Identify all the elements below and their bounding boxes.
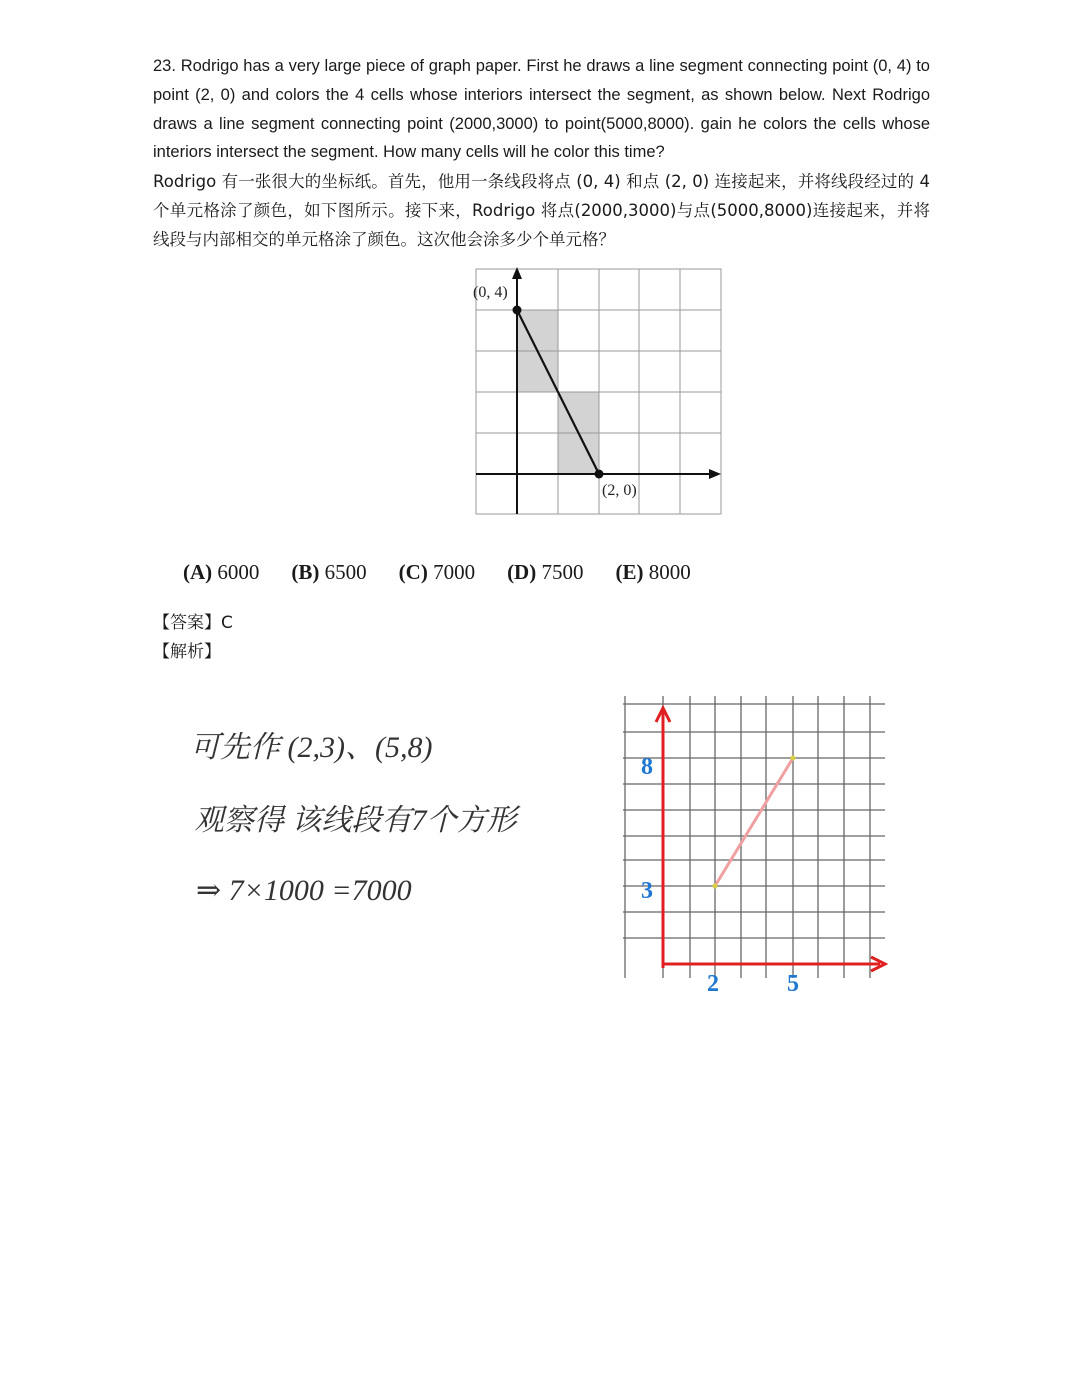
answer-choices [183,560,723,585]
point-start [513,306,522,315]
x-axis-arrow [709,469,721,479]
x-tick-label-2: 2 [707,971,719,997]
x-tick-label-5: 5 [787,971,799,997]
answer-line [153,608,233,633]
label-point-start: (0, 4) [473,284,508,301]
segment-endpoint [791,756,796,761]
label-point-end: (2, 0) [602,482,637,499]
figure-handdrawn-grid [615,688,900,998]
shaded-cell [517,310,558,351]
handwritten-notes [180,705,610,955]
shaded-cell [517,351,558,392]
analysis-label: 【解析】 [153,642,221,662]
note-line-2: 观察得 该线段有7个方形 [194,804,517,837]
answer-value: C [221,613,233,633]
choice-e: (E) 8000 [615,560,691,584]
answer-label: 【答案】 [153,613,221,633]
point-end [595,470,604,479]
shaded-cell [558,392,599,433]
pink-segment [715,758,793,886]
problem-text-english: 23. Rodrigo has a very large piece of graph paper. First he draws a line segment connecting point (0, 4) to point (2, 0) and colors the 4 cells whose interiors intersect the segment, as shown below. Next Rodrigo draws a line segment connecting point (2000,3000) to point(5000,8000). gain he colors the cells whose interiors intersect the segment. How many cells will he color this time? [153,57,930,162]
y-tick-label-3: 3 [641,878,653,904]
y-tick-label-8: 8 [641,754,653,780]
shaded-cell [558,433,599,474]
note-line-1: 可先作 (2,3)、(5,8) [190,731,433,764]
choice-a: (A) 6000 [183,560,260,584]
segment-endpoint [713,884,718,889]
figure-graph-paper [465,265,730,525]
note-line-3: ⇒ 7×1000 =7000 [196,874,412,907]
choice-c: (C) 7000 [398,560,476,584]
problem-text-chinese: Rodrigo 有一张很大的坐标纸。首先，他用一条线段将点 (0, 4) 和点 (2, 0) 连接起来，并将线段经过的 4 个单元格涂了颜色，如下图所示。接下来，Rodrigo 将点(2000,3000)与点(5000,8000)连接起来，并将线段与内部相交的单元格涂了颜色。这次他会涂多少个单元格？ [153,172,930,249]
choice-d: (D) 7500 [507,560,584,584]
choice-b: (B) 6500 [291,560,367,584]
